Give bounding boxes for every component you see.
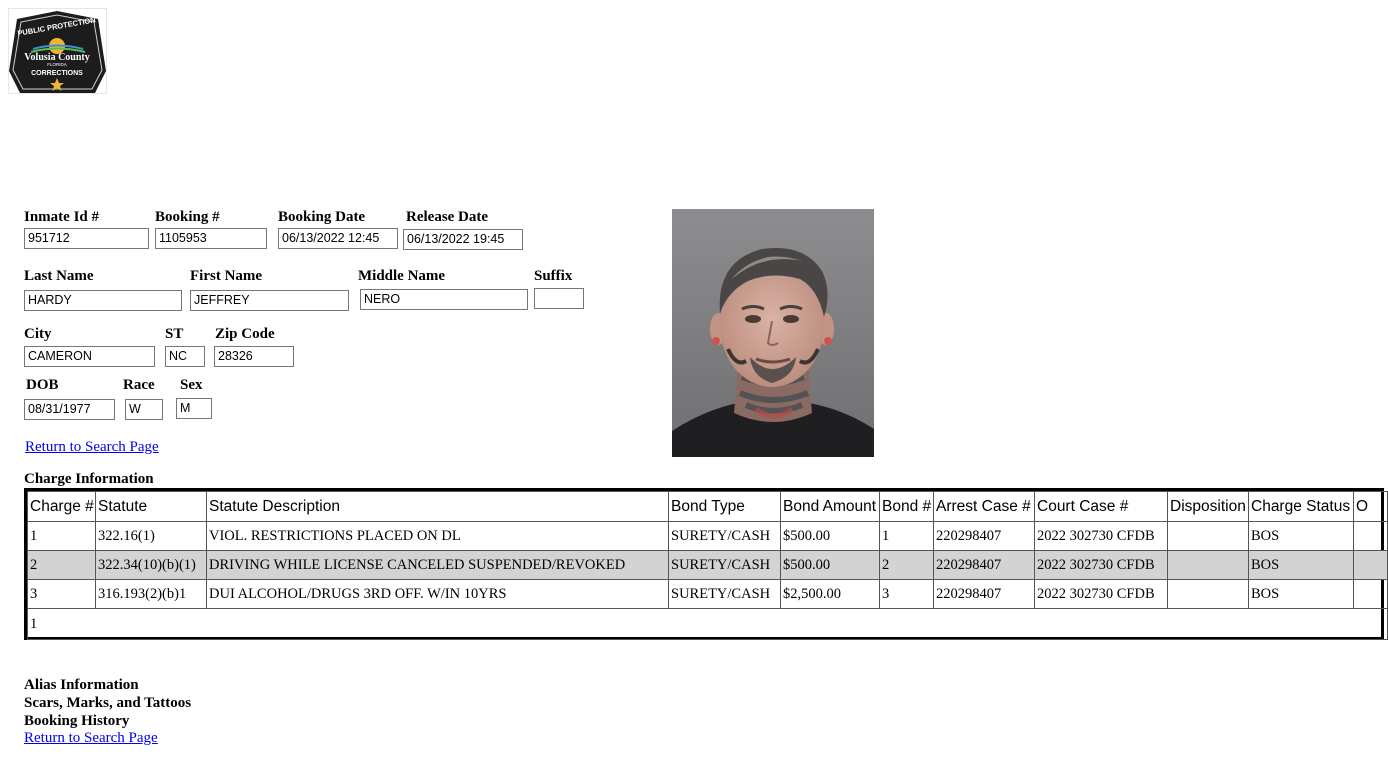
- table-cell: 316.193(2)(b)1: [96, 580, 207, 609]
- race-field[interactable]: W: [125, 399, 163, 420]
- zip-code-label: Zip Code: [215, 326, 275, 342]
- logo-top-text: PUBLIC PROTECTION: [16, 15, 97, 38]
- charge-col-header: Disposition: [1168, 492, 1249, 522]
- charge-table: [24, 488, 1384, 640]
- suffix-label: Suffix: [534, 268, 573, 284]
- charge-col-header: Statute Description: [207, 492, 669, 522]
- last-name-field[interactable]: HARDY: [24, 290, 182, 311]
- zip-code-field[interactable]: 28326: [214, 346, 294, 367]
- state-field[interactable]: NC: [165, 346, 205, 367]
- table-cell: $500.00: [781, 522, 880, 551]
- logo-dept: CORRECTIONS: [31, 70, 83, 77]
- table-cell: 220298407: [934, 551, 1035, 580]
- table-cell: [1168, 551, 1249, 580]
- booking-number-field[interactable]: 1105953: [155, 228, 267, 249]
- charge-col-header: Statute: [96, 492, 207, 522]
- table-cell: [1168, 522, 1249, 551]
- inmate-id-label: Inmate Id #: [24, 209, 100, 225]
- inmate-photo: [672, 209, 874, 457]
- booking-number-label: Booking #: [155, 209, 220, 225]
- alias-information-heading: Alias Information: [24, 677, 139, 693]
- table-cell: SURETY/CASH: [669, 522, 781, 551]
- charge-col-header: Arrest Case #: [934, 492, 1035, 522]
- race-label: Race: [123, 377, 155, 393]
- county-logo: [8, 8, 107, 94]
- table-cell: BOS: [1249, 551, 1354, 580]
- table-cell: 2022 302730 CFDB: [1035, 522, 1168, 551]
- charge-col-header: Charge Status: [1249, 492, 1354, 522]
- middle-name-field[interactable]: NERO: [360, 289, 528, 310]
- table-cell: 322.34(10)(b)(1): [96, 551, 207, 580]
- table-cell: [1354, 551, 1388, 580]
- table-row: [28, 580, 1388, 609]
- table-cell: $2,500.00: [781, 580, 880, 609]
- inmate-id-field[interactable]: 951712: [24, 228, 149, 249]
- scars-marks-tattoos-heading: Scars, Marks, and Tattoos: [24, 695, 192, 711]
- table-cell: 322.16(1): [96, 522, 207, 551]
- table-cell: 2: [28, 551, 96, 580]
- table-cell: VIOL. RESTRICTIONS PLACED ON DL: [207, 522, 669, 551]
- first-name-label: First Name: [190, 268, 263, 284]
- table-cell: 1: [880, 522, 934, 551]
- table-cell: $500.00: [781, 551, 880, 580]
- charge-col-header: Bond Type: [669, 492, 781, 522]
- charge-col-header: Charge #: [28, 492, 96, 522]
- table-cell: 1: [28, 522, 96, 551]
- charge-information-heading: Charge Information: [24, 471, 154, 487]
- table-row: [28, 522, 1388, 551]
- table-cell: [1168, 580, 1249, 609]
- table-cell: 2022 302730 CFDB: [1035, 580, 1168, 609]
- booking-date-label: Booking Date: [278, 209, 366, 225]
- first-name-field[interactable]: JEFFREY: [190, 290, 349, 311]
- charge-col-header: Bond Amount: [781, 492, 880, 522]
- return-to-search-link-top[interactable]: Return to Search Page: [25, 439, 159, 455]
- table-cell: SURETY/CASH: [669, 551, 781, 580]
- table-cell: 2: [880, 551, 934, 580]
- state-label: ST: [165, 326, 184, 342]
- dob-field[interactable]: 08/31/1977: [24, 399, 115, 420]
- table-cell: 220298407: [934, 522, 1035, 551]
- charge-col-header: Bond #: [880, 492, 934, 522]
- table-pager-row: [28, 609, 1388, 640]
- booking-date-field[interactable]: 06/13/2022 12:45: [278, 228, 398, 249]
- table-cell: DRIVING WHILE LICENSE CANCELED SUSPENDED/REVOKED: [207, 551, 669, 580]
- page-number[interactable]: 1: [28, 609, 1388, 640]
- sex-label: Sex: [180, 377, 203, 393]
- charge-table-header: [28, 492, 1388, 522]
- table-cell: 220298407: [934, 580, 1035, 609]
- return-to-search-link-bottom[interactable]: Return to Search Page: [24, 730, 158, 746]
- city-label: City: [24, 326, 52, 342]
- city-field[interactable]: CAMERON: [24, 346, 155, 367]
- logo-county: Volusia County: [24, 52, 90, 63]
- last-name-label: Last Name: [24, 268, 94, 284]
- dob-label: DOB: [26, 377, 59, 393]
- table-cell: [1354, 522, 1388, 551]
- table-cell: 3: [880, 580, 934, 609]
- table-cell: SURETY/CASH: [669, 580, 781, 609]
- booking-history-heading: Booking History: [24, 713, 130, 729]
- charge-col-header: O: [1354, 492, 1388, 522]
- table-row: [28, 551, 1388, 580]
- table-cell: BOS: [1249, 522, 1354, 551]
- table-cell: 2022 302730 CFDB: [1035, 551, 1168, 580]
- logo-state: FLORIDA: [47, 62, 67, 67]
- table-cell: [1354, 580, 1388, 609]
- charge-col-header: Court Case #: [1035, 492, 1168, 522]
- sex-field[interactable]: M: [176, 398, 212, 419]
- middle-name-label: Middle Name: [358, 268, 446, 284]
- release-date-field[interactable]: 06/13/2022 19:45: [403, 229, 523, 250]
- release-date-label: Release Date: [406, 209, 489, 225]
- table-cell: DUI ALCOHOL/DRUGS 3RD OFF. W/IN 10YRS: [207, 580, 669, 609]
- table-cell: 3: [28, 580, 96, 609]
- table-cell: BOS: [1249, 580, 1354, 609]
- suffix-field[interactable]: [534, 288, 584, 309]
